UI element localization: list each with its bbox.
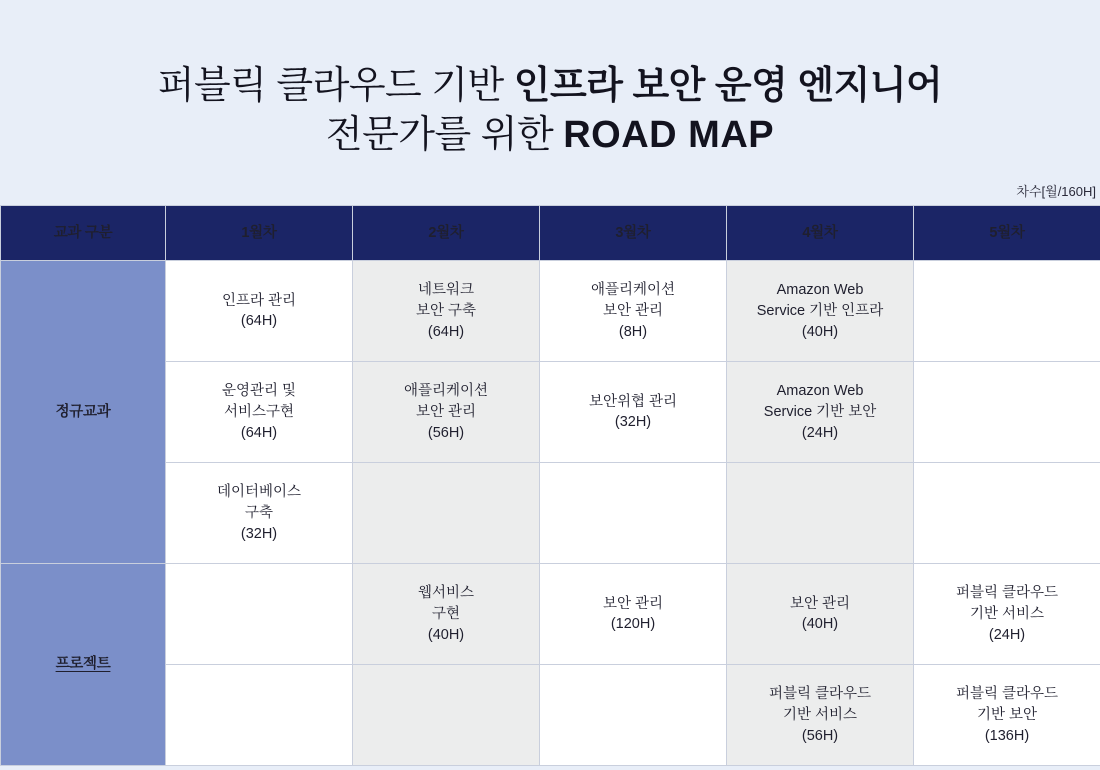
course-name: 퍼블릭 클라우드 기반 보안 [955,686,1059,723]
cell-s1-r2-m4 [727,362,914,463]
course-hours: (56H) [427,424,465,441]
cell-s1-r1-m3 [540,261,727,362]
cell-s2-r2-m3 [540,665,727,766]
cell-s1-r1-m1 [166,261,353,362]
section-label-2 [1,564,166,766]
table-row [1,261,1100,362]
header-month-2: 2월차 [353,206,540,261]
table-row [1,463,1100,564]
course-name: 웹서비스 구현 [417,585,475,622]
course-hours: (40H) [427,626,465,643]
course-hours: (64H) [427,323,465,340]
title-line-1 [0,62,1100,111]
title-line-1-light: 퍼블릭 클라우드 기반 [157,65,514,107]
header-month-3: 3월차 [540,206,727,261]
header-month-4: 4월차 [727,206,914,261]
roadmap-table-wrapper [0,205,1100,766]
course-name: 운영관리 및 서비스구현 [221,383,297,420]
title-line-2-light: 전문가를 위한 [325,113,564,156]
cell-s1-r2-m2 [353,362,540,463]
course-hours: (136H) [984,727,1030,744]
course-hours: (120H) [610,616,656,633]
table-row [1,665,1100,766]
title-line-1-bold: 인프라 보안 운영 엔지니어 [513,65,943,107]
course-name: Amazon Web Service 기반 보안 [763,383,877,420]
cell-s1-r3-m1 [166,463,353,564]
course-name: 인프라 관리 [221,292,297,309]
course-name: 데이터베이스 구축 [216,484,302,521]
cell-s1-r2-m1 [166,362,353,463]
cell-s2-r1-m1 [166,564,353,665]
cell-s2-r2-m1 [166,665,353,766]
page-title [0,0,1100,159]
table-row [1,564,1100,665]
course-hours: (24H) [988,626,1026,643]
course-name: 애플리케이션 보안 관리 [403,383,489,420]
cell-s2-r2-m5 [914,665,1100,766]
course-hours: (40H) [801,323,839,340]
course-name: 보안 관리 [602,595,664,612]
section-label-text: 정규교과 [55,403,111,420]
cell-s2-r1-m3 [540,564,727,665]
course-name: 보안위협 관리 [588,393,678,410]
roadmap-table [0,205,1100,766]
course-name: Amazon Web Service 기반 인프라 [756,282,884,319]
header-category: 교과 구분 [1,206,166,261]
cell-s2-r1-m5 [914,564,1100,665]
cell-s2-r2-m2 [353,665,540,766]
course-hours: (24H) [801,424,839,441]
section-label-text: 프로젝트 [55,656,111,673]
cell-s2-r2-m4 [727,665,914,766]
course-name: 퍼블릭 클라우드 기반 서비스 [768,686,872,723]
cell-s1-r3-m2 [353,463,540,564]
title-line-2 [0,111,1100,160]
course-hours: (32H) [240,525,278,542]
course-name: 애플리케이션 보안 관리 [590,282,676,319]
cell-s1-r1-m2 [353,261,540,362]
cell-s1-r2-m3 [540,362,727,463]
header-month-1: 1월차 [166,206,353,261]
table-body [1,261,1100,766]
course-name: 보안 관리 [789,595,851,612]
unit-note: 차수[월/160H] [1016,184,1096,200]
cell-s1-r3-m5 [914,463,1100,564]
cell-s1-r1-m4 [727,261,914,362]
table-header-row [1,206,1100,261]
cell-s1-r2-m5 [914,362,1100,463]
table-row [1,362,1100,463]
course-hours: (40H) [801,616,839,633]
course-hours: (56H) [801,727,839,744]
cell-s2-r1-m4 [727,564,914,665]
section-label-1 [1,261,166,564]
cell-s2-r1-m2 [353,564,540,665]
title-line-2-bold: ROAD MAP [563,113,775,156]
table-head [1,206,1100,261]
course-hours: (8H) [618,323,648,340]
header-month-5: 5월차 [914,206,1100,261]
course-name: 퍼블릭 클라우드 기반 서비스 [955,585,1059,622]
course-hours: (64H) [240,313,278,330]
course-hours: (64H) [240,424,278,441]
cell-s1-r3-m4 [727,463,914,564]
course-name: 네트워크 보안 구축 [415,282,477,319]
course-hours: (32H) [614,414,652,431]
cell-s1-r3-m3 [540,463,727,564]
cell-s1-r1-m5 [914,261,1100,362]
